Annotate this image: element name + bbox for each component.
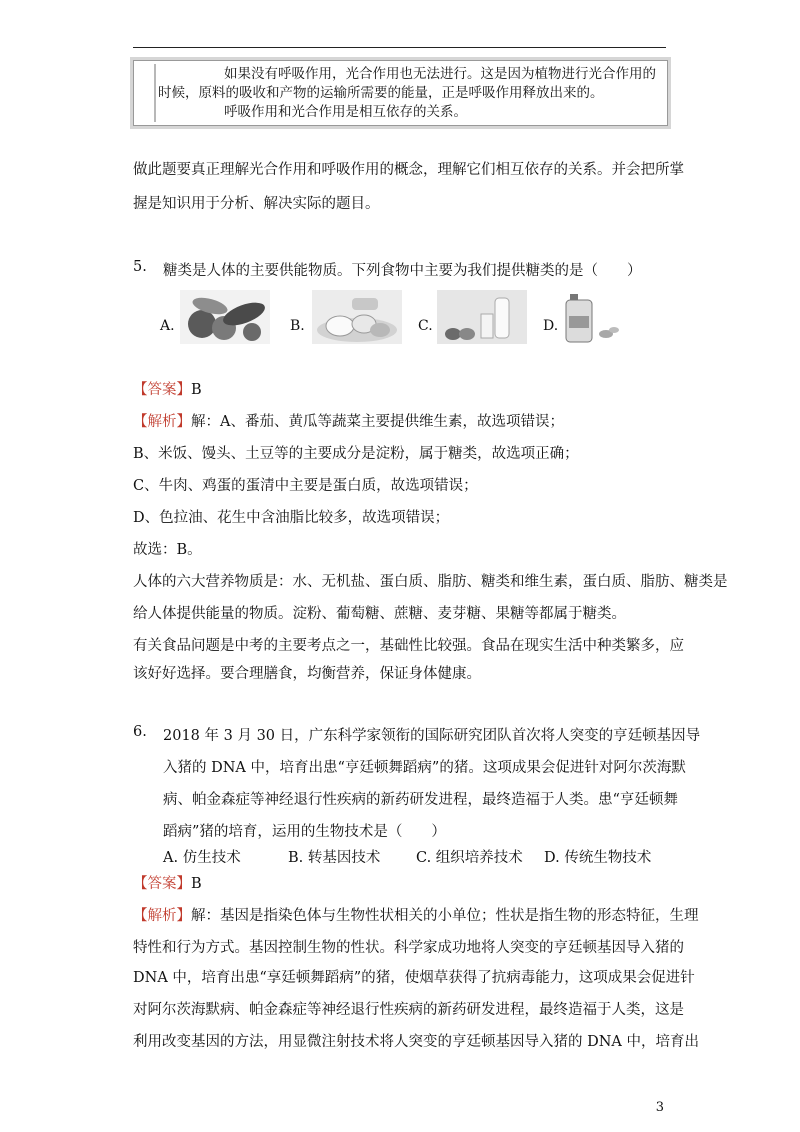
option-label-a: A. <box>160 318 175 334</box>
analysis-line: B、米饭、馒头、土豆等的主要成分是淀粉，属于糖类，故选项正确； <box>133 446 579 462</box>
question-stem: 糖类是人体的主要供能物质。下列食物中主要为我们提供糖类的是（ ） <box>163 263 642 279</box>
analysis-text: 解：基因是指染色体与生物性状相关的小单位；性状是指生物的形态特征，生理 <box>191 908 699 924</box>
analysis-text: 解：A、番茄、黄瓜等蔬菜主要提供维生素，故选项错误； <box>191 414 564 430</box>
page-number: 3 <box>655 1100 664 1115</box>
analysis-line: 故选：B。 <box>133 542 202 558</box>
option-label-b: B. <box>290 318 305 334</box>
answer-value: B <box>191 382 202 398</box>
staple-food-image <box>312 290 402 344</box>
header-rule <box>133 47 666 48</box>
analysis-tag: 【解析】 <box>133 414 191 430</box>
question-number: 6. <box>133 724 147 740</box>
box-inner-rule <box>154 64 156 122</box>
analysis-line: 对阿尔茨海默病、帕金森症等神经退行性疾病的新药研发进程，最终造福于人类，这是 <box>133 1002 684 1018</box>
question-stem-line: 蹈病”猪的培育，运用的生物技术是（ ） <box>163 824 446 840</box>
vegetables-image <box>180 290 270 344</box>
answer-line <box>133 378 202 399</box>
quoted-explanation-box <box>133 60 668 126</box>
summary-line: 握是知识用于分析、解决实际的题目。 <box>133 196 380 212</box>
answer-tag: 【答案】 <box>133 382 191 398</box>
analysis-line: 利用改变基因的方法，用显微注射技术将人突变的亨廷顿基因导入猪的 DNA 中，培育出 <box>133 1034 699 1050</box>
analysis-line: 特性和行为方式。基因控制生物的性状。科学家成功地将人突变的亨廷顿基因导入猪的 <box>133 940 684 956</box>
analysis-line: 该好好选择。要合理膳食，均衡营养，保证身体健康。 <box>133 666 481 682</box>
option-d: D. 传统生物技术 <box>544 850 652 866</box>
box-line: 时候，原料的吸收和产物的运输所需要的能量，正是呼吸作用释放出来的。 <box>158 85 604 101</box>
answer-tag: 【答案】 <box>133 876 191 892</box>
option-b: B. 转基因技术 <box>288 850 381 866</box>
box-line: 呼吸作用和光合作用是相互依存的关系。 <box>224 104 467 120</box>
option-a: A. 仿生技术 <box>163 850 241 866</box>
question-stem-line: 入猪的 DNA 中，培育出患“亨廷顿舞蹈病”的猪。这项成果会促进针对阿尔茨海默 <box>163 760 686 776</box>
question-number: 5. <box>133 259 147 275</box>
analysis-line: 人体的六大营养物质是：水、无机盐、蛋白质、脂肪、糖类和维生素，蛋白质、脂肪、糖类是 <box>133 574 728 590</box>
answer-value: B <box>191 876 202 892</box>
option-label-c: C. <box>418 318 433 334</box>
summary-line: 做此题要真正理解光合作用和呼吸作用的概念，理解它们相互依存的关系。并会把所掌 <box>133 162 684 178</box>
question-stem-line: 2018 年 3 月 30 日，广东科学家领衔的国际研究团队首次将人突变的亨廷顿基因导 <box>163 728 701 744</box>
answer-line <box>133 872 202 893</box>
analysis-line: 有关食品问题是中考的主要考点之一，基础性比较强。食品在现实生活中种类繁多，应 <box>133 638 684 654</box>
meat-egg-milk-image <box>437 290 527 344</box>
analysis-tag: 【解析】 <box>133 908 191 924</box>
analysis-line: DNA 中，培育出患“享廷顿舞蹈病”的猪，使烟草获得了抗病毒能力，这项成果会促进针 <box>133 970 695 986</box>
analysis-line: 给人体提供能量的物质。淀粉、葡萄糖、蔗糖、麦芽糖、果糖等都属于糖类。 <box>133 606 626 622</box>
question-stem-line: 病、帕金森症等神经退行性疾病的新药研发进程，最终造福于人类。患“亨廷顿舞 <box>163 792 678 808</box>
oil-peanut-image <box>562 290 622 344</box>
analysis-line: D、色拉油、花生中含油脂比较多，故选项错误； <box>133 510 450 526</box>
analysis-line: C、牛肉、鸡蛋的蛋清中主要是蛋白质，故选项错误； <box>133 478 478 494</box>
analysis-line <box>133 410 564 431</box>
box-line: 如果没有呼吸作用，光合作用也无法进行。这是因为植物进行光合作用的 <box>224 66 656 82</box>
option-c: C. 组织培养技术 <box>416 850 523 866</box>
analysis-line <box>133 904 699 925</box>
option-label-d: D. <box>543 318 559 334</box>
